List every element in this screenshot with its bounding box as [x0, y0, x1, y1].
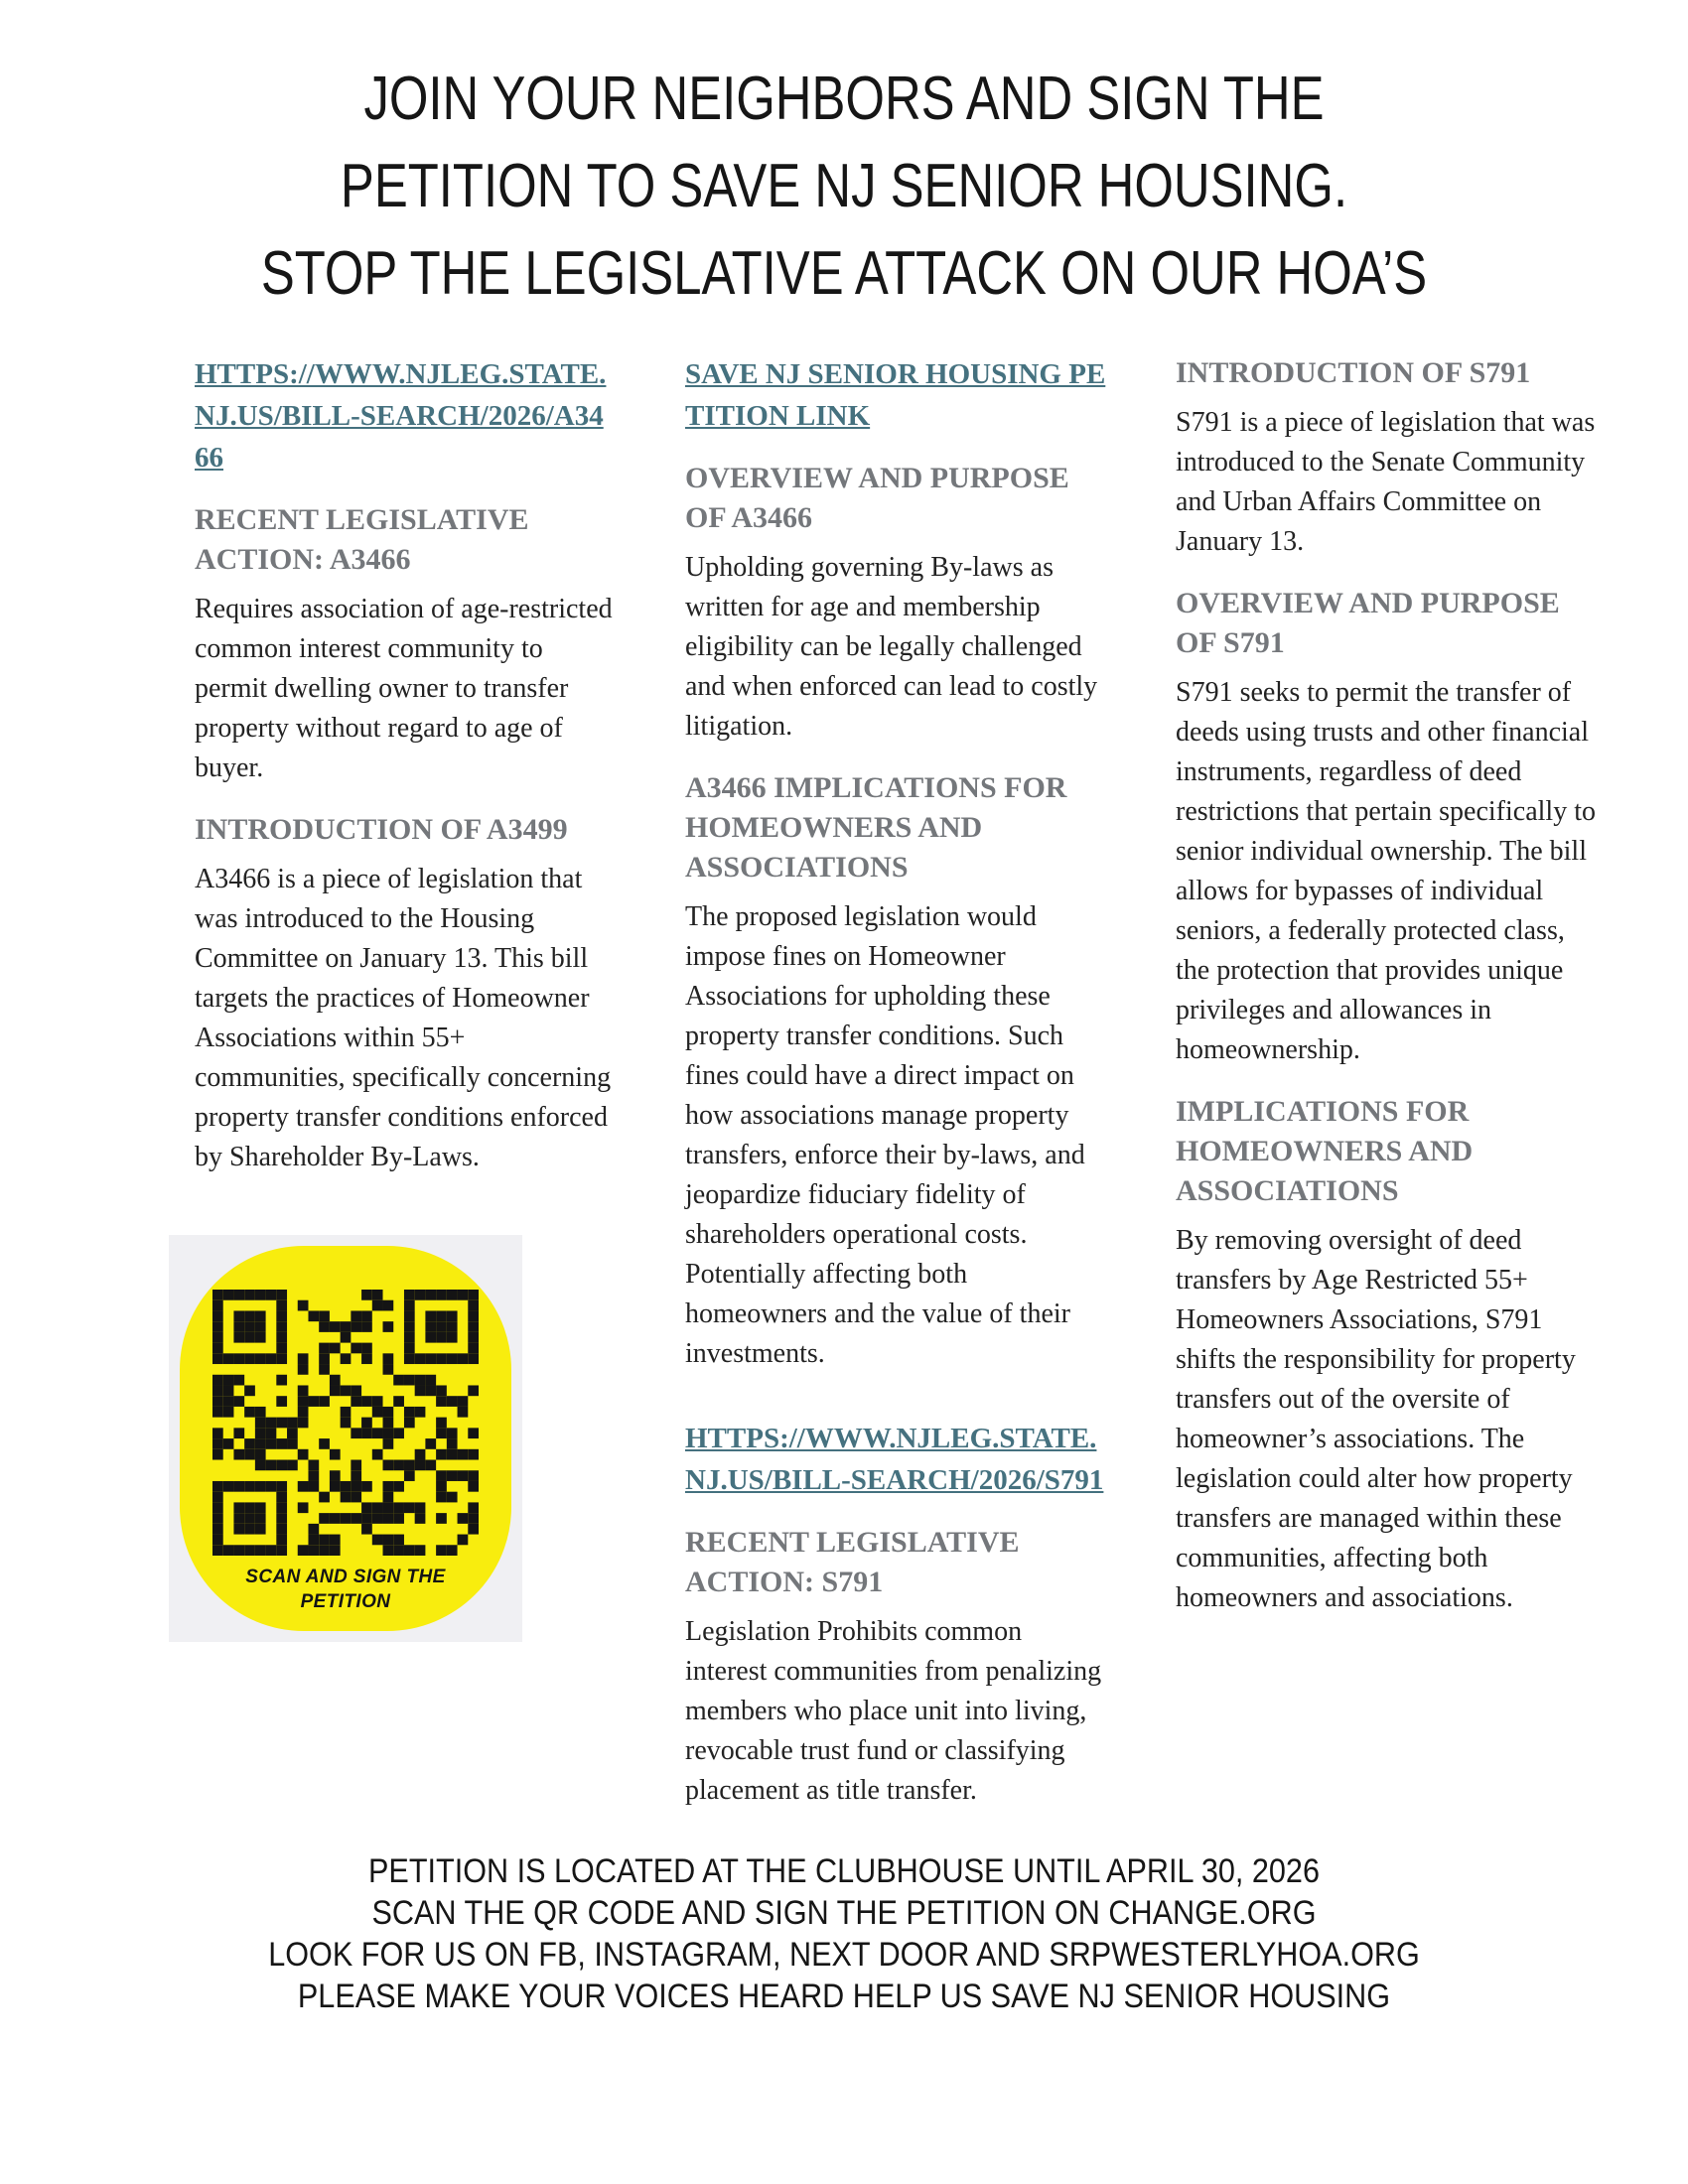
petition-link[interactable]: SAVE NJ SENIOR HOUSING PETITION LINK: [685, 358, 1106, 432]
qr-caption: [245, 1565, 445, 1614]
bill-s791-link[interactable]: HTTPS://WWW.NJLEG.STATE.NJ.US/BILL-SEARCH/2026/S791: [685, 1423, 1104, 1496]
title-line-3: STOP THE LEGISLATIVE ATTACK ON OUR HOA’S: [260, 239, 1428, 308]
qr-yellow-blob: [180, 1246, 511, 1631]
column-3: [1176, 353, 1597, 1618]
title-line-1: JOIN YOUR NEIGHBORS AND SIGN THE: [363, 65, 1325, 133]
qr-caption-line-1: SCAN AND SIGN THE: [245, 1567, 446, 1587]
implications-s791-heading: IMPLICATIONS FOR HOMEOWNERS AND ASSOCIATIONS: [1176, 1095, 1474, 1207]
footer-line-2: SCAN THE QR CODE AND SIGN THE PETITION ON CHANGE.ORG: [371, 1894, 1317, 1932]
introduction-s791-para: S791 is a piece of legislation that was introduced to the Senate Community and Urban Affairs Committee on January 13.: [1176, 407, 1596, 557]
flyer-footer: [0, 1850, 1688, 2017]
overview-s791-para: S791 seeks to permit the transfer of deeds using trusts and other financial instruments, regardless of deed restrictions that pertain specifically to senior individual ownership. The bill allows for bypasses of individual seniors, a federally protected class, the protection that provides unique privileges and allowances in homeownership.: [1176, 677, 1596, 1065]
footer-line-4: PLEASE MAKE YOUR VOICES HEARD HELP US SAVE NJ SENIOR HOUSING: [297, 1978, 1391, 2015]
introduction-a3499-heading: INTRODUCTION OF A3499: [195, 813, 568, 846]
flyer-title: [0, 0, 1688, 318]
overview-a3466-heading: OVERVIEW AND PURPOSE OF A3466: [685, 462, 1069, 534]
recent-action-a3466-para: Requires association of age-restricted common interest community to permit dwelling owner to transfer property without regard to age of buyer.: [195, 594, 613, 783]
column-1: [195, 353, 616, 1642]
implications-s791-para: By removing oversight of deed transfers by Age Restricted 55+ Homeowners Associations, S791 shifts the responsibility for property transfers out of the oversite of homeowner’s associations. The legislation could alter how property transfers are managed within these communities, affecting both homeowners and associations.: [1176, 1225, 1576, 1613]
overview-a3466-para: Upholding governing By-laws as written for age and membership eligibility can be legally challenged and when enforced can lead to costly litigation.: [685, 552, 1098, 742]
overview-s791-heading: OVERVIEW AND PURPOSE OF S791: [1176, 587, 1560, 659]
recent-action-s791-para: Legislation Prohibits common interest communities from penalizing members who place unit into living, revocable trust fund or classifying placement as title transfer.: [685, 1616, 1102, 1806]
qr-code-card: [169, 1235, 522, 1642]
introduction-a3466-para: A3466 is a piece of legislation that was introduced to the Housing Committee on January 13. This bill targets the practices of Homeowner Associations within 55+ communities, specifically concerning property transfer conditions enforced by Shareholder By-Laws.: [195, 864, 612, 1172]
footer-line-3: LOOK FOR US ON FB, INSTAGRAM, NEXT DOOR AND SRPWESTERLYHOA.ORG: [268, 1936, 1420, 1974]
qr-code-icon: [212, 1290, 479, 1556]
columns-container: [195, 353, 1597, 1811]
footer-line-1: PETITION IS LOCATED AT THE CLUBHOUSE UNTIL APRIL 30, 2026: [368, 1852, 1320, 1890]
implications-a3466-para: The proposed legislation would impose fines on Homeowner Associations for upholding these property transfer conditions. Such fines could have a direct impact on how associations manage property transfers, enforce their by-laws, and jeopardize fiduciary fidelity of shareholders operational costs. Potentially affecting both homeowners and the value of their investments.: [685, 901, 1085, 1369]
title-line-2: PETITION TO SAVE NJ SENIOR HOUSING.: [340, 152, 1348, 220]
qr-caption-line-2: PETITION: [300, 1591, 391, 1612]
bill-a3466-link[interactable]: HTTPS://WWW.NJLEG.STATE.NJ.US/BILL-SEARCH/2026/A3466: [195, 358, 607, 474]
introduction-s791-heading: INTRODUCTION OF S791: [1176, 356, 1531, 389]
recent-action-s791-heading: RECENT LEGISLATIVE ACTION: S791: [685, 1526, 1020, 1598]
recent-action-a3466-heading: RECENT LEGISLATIVE ACTION: A3466: [195, 503, 529, 576]
implications-a3466-heading: A3466 IMPLICATIONS FOR HOMEOWNERS AND ASSOCIATIONS: [685, 771, 1067, 884]
column-2: [685, 353, 1106, 1811]
